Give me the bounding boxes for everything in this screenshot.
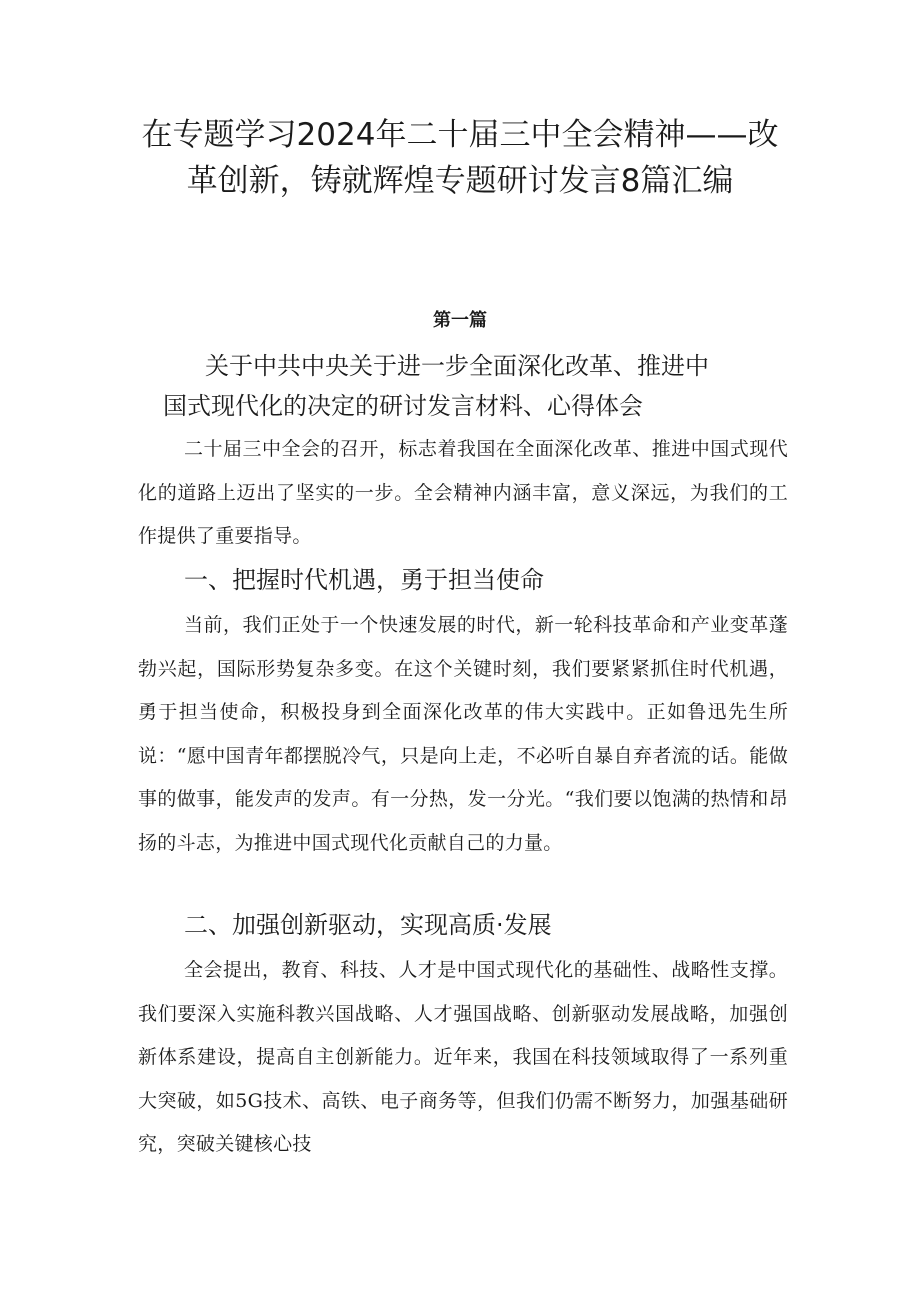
body-paragraph-2: 全会提出，教育、科技、人才是中国式现代化的基础性、战略性支撑。我们要深入实施科教兴国战略、人才强国战略、创新驱动发展战略，加强创新体系建设，提高自主创新能力。近年来，我国在科技领域取得了一系列重大突破，如5G技术、高铁、电子商务等，但我们仍需不断努力，加强基础研究，突破关键核心技 bbox=[138, 959, 788, 1155]
article-heading-line-1: 关于中共中央关于进一步全面深化改革、推进中 bbox=[205, 352, 709, 380]
section-label: 第一篇 bbox=[433, 310, 487, 331]
article-heading bbox=[163, 346, 783, 426]
intro-paragraph: 二十届三中全会的召开，标志着我国在全面深化改革、推进中国式现代化的道路上迈出了坚实的一步。全会精神内涵丰富，意义深远，为我们的工作提供了重要指导。 bbox=[138, 438, 788, 547]
document-title: 在专题学习2024年二十届三中全会精神——改革创新，铸就辉煌专题研讨发言8篇汇编 bbox=[141, 117, 779, 199]
subheading-1: 一、把握时代机遇，勇于担当使命 bbox=[184, 566, 544, 594]
article-heading-line-2: 国式现代化的决定的研讨发言材料、心得体会 bbox=[163, 392, 643, 420]
subheading-2: 二、加强创新驱动，实现高质·发展 bbox=[184, 911, 552, 939]
body-paragraph-1: 当前，我们正处于一个快速发展的时代，新一轮科技革命和产业变革蓬勃兴起，国际形势复杂多变。在这个关键时刻，我们要紧紧抓住时代机遇，勇于担当使命，积极投身到全面深化改革的伟大实践中。正如鲁迅先生所说：“愿中国青年都摆脱冷气，只是向上走，不必听自暴自弃者流的话。能做事的做事，能发声的发声。有一分热，发一分光。“我们要以饱满的热情和昂扬的斗志，为推进中国式现代化贡献自己的力量。 bbox=[138, 614, 788, 854]
